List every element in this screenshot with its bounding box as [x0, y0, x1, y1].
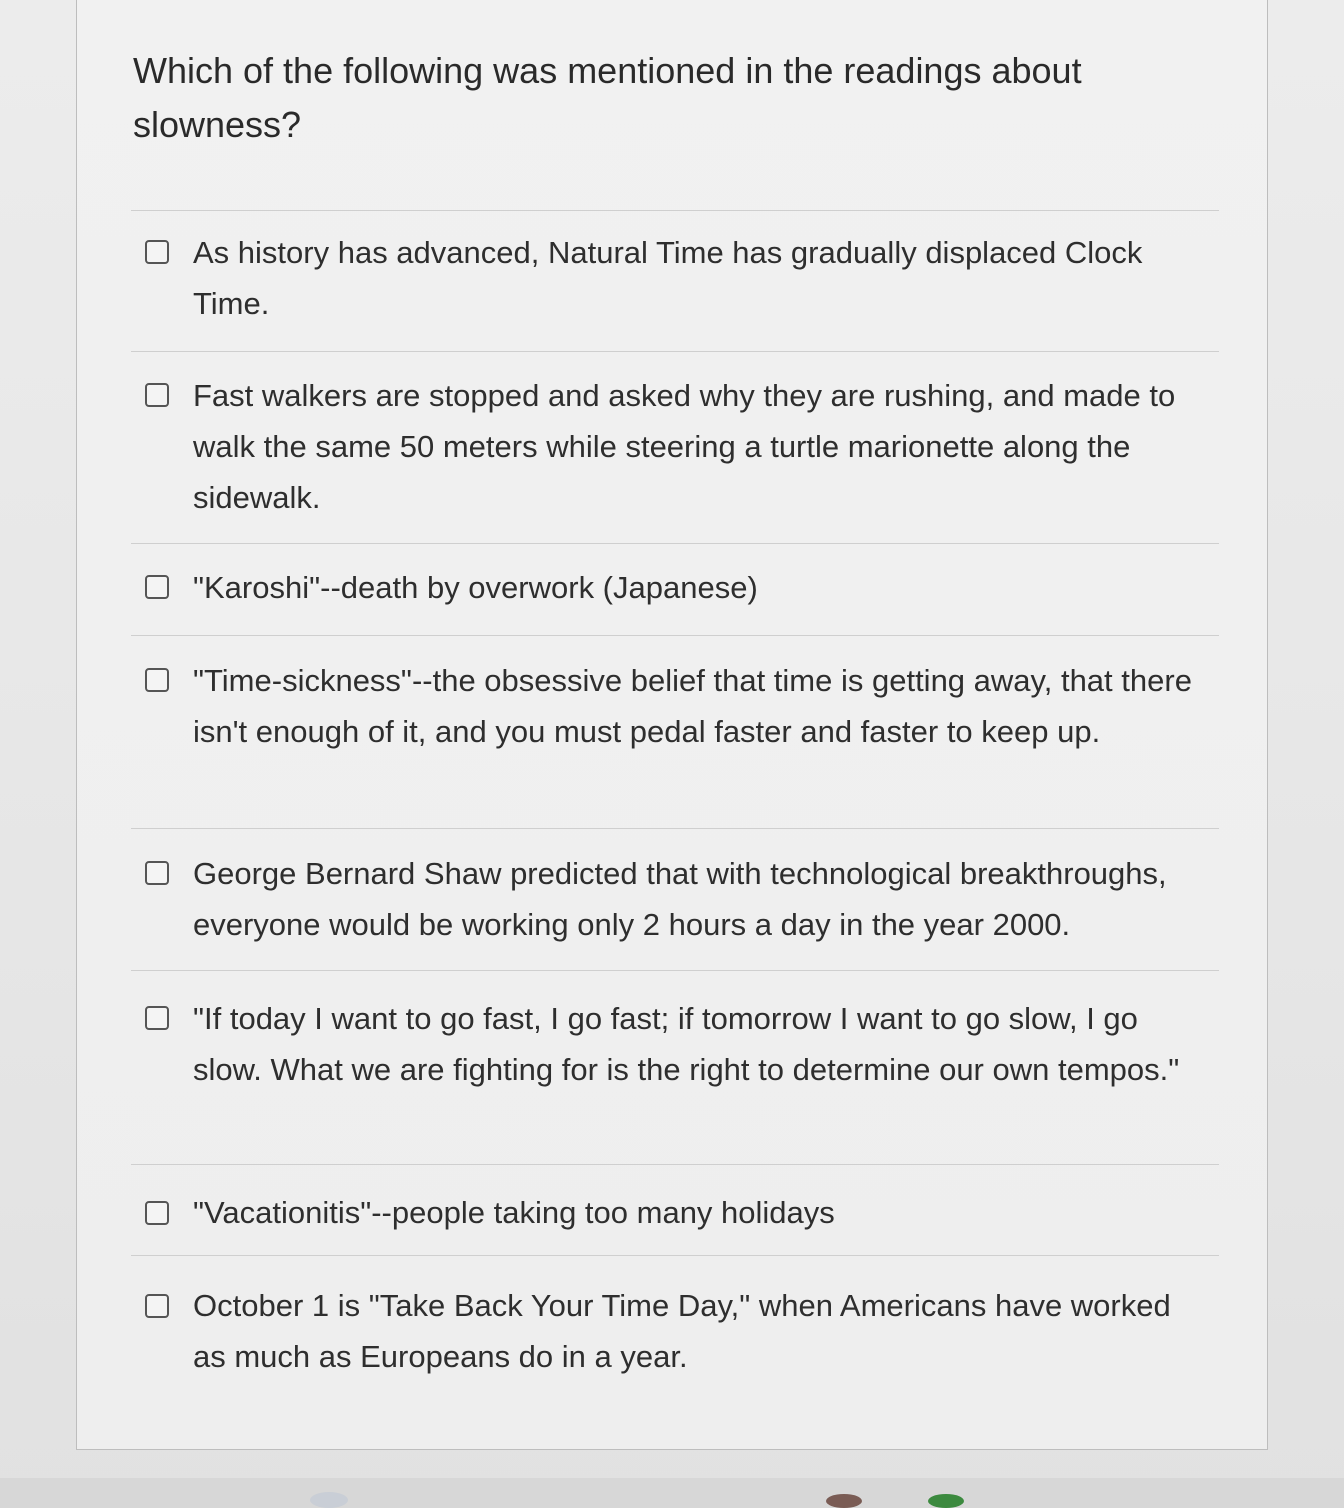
option-8[interactable]	[131, 1255, 1219, 1405]
checkbox-icon[interactable]	[145, 240, 169, 264]
checkbox-icon[interactable]	[145, 383, 169, 407]
checkbox-icon[interactable]	[145, 575, 169, 599]
question-card	[76, 0, 1268, 1450]
question-text: Which of the following was mentioned in the readings about slowness?	[133, 50, 1082, 145]
option-label: "Vacationitis"--people taking too many holidays	[193, 1195, 835, 1230]
taskbar-icon	[928, 1494, 964, 1508]
checkbox-icon[interactable]	[145, 668, 169, 692]
option-2[interactable]	[131, 351, 1219, 543]
option-label: October 1 is "Take Back Your Time Day," when Americans have worked as much as Europeans do in a year.	[193, 1288, 1171, 1374]
option-6[interactable]	[131, 970, 1219, 1164]
checkbox-icon[interactable]	[145, 861, 169, 885]
option-label: George Bernard Shaw predicted that with technological breakthroughs, everyone would be working only 2 hours a day in the year 2000.	[193, 856, 1167, 942]
option-label: "Karoshi"--death by overwork (Japanese)	[193, 570, 758, 605]
option-label: "If today I want to go fast, I go fast; if tomorrow I want to go slow, I go slow. What we are fighting for is the right to determine our own tempos."	[193, 1001, 1180, 1087]
taskbar-icon	[310, 1492, 348, 1508]
option-label: As history has advanced, Natural Time has gradually displaced Clock Time.	[193, 235, 1143, 321]
option-label: "Time-sickness"--the obsessive belief that time is getting away, that there isn't enough of it, and you must pedal faster and faster to keep up.	[193, 663, 1192, 749]
checkbox-icon[interactable]	[145, 1294, 169, 1318]
taskbar-edge	[0, 1478, 1344, 1508]
option-label: Fast walkers are stopped and asked why they are rushing, and made to walk the same 50 meters while steering a turtle marionette along the sidewalk.	[193, 378, 1176, 515]
option-5[interactable]	[131, 828, 1219, 970]
checkbox-icon[interactable]	[145, 1006, 169, 1030]
option-1[interactable]	[131, 210, 1219, 351]
option-3[interactable]	[131, 543, 1219, 635]
taskbar-icon	[826, 1494, 862, 1508]
options-list	[131, 210, 1219, 1405]
option-7[interactable]	[131, 1164, 1219, 1255]
checkbox-icon[interactable]	[145, 1201, 169, 1225]
option-4[interactable]	[131, 635, 1219, 828]
